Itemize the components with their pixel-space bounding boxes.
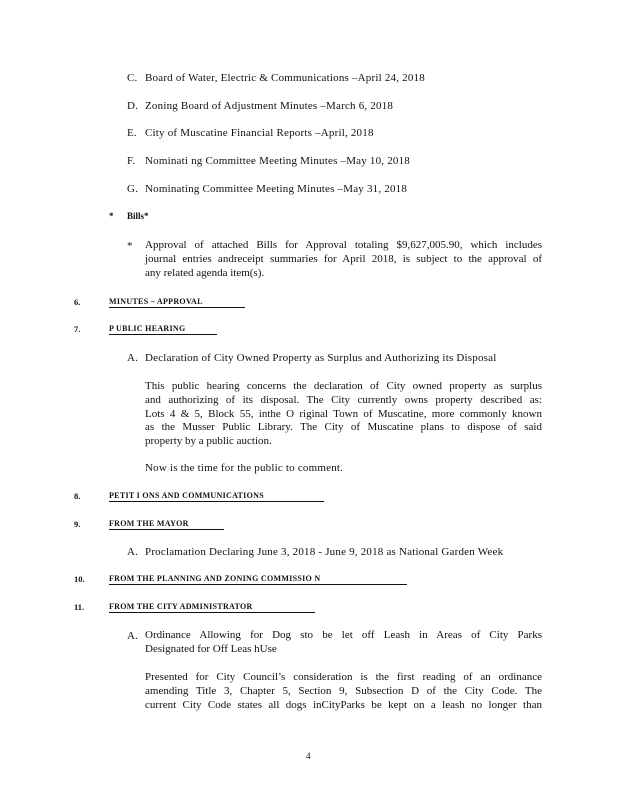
consent-item-f: Nominati ng Committee Meeting Minutes –May 10, 2018 [145,155,411,167]
ordinance-line: Presented for City Council’s consideration is the first reading of an ordinance [145,671,542,683]
item-letter-a: A. [127,352,139,364]
bills-line: any related agenda item(s). [145,266,265,279]
consent-item-c: Board of Water, Electric & Communications –April 24, 2018 [145,72,425,84]
bills-line: Approval of attached Bills for Approval totaling $9,627,005.90, which includes [145,239,542,251]
consent-item-e: City of Muscatine Financial Reports –April, 2018 [145,127,374,139]
ordinance-title-line: Ordinance Allowing for Dog sto be let off Leash in Areas of City Parks [145,629,542,641]
section-heading-public-hearing: P UBLIC HEARING [109,324,217,335]
section-number: 10. [74,574,85,584]
hearing-line: and authorizing of its disposal. The City currently owns property described as: [145,393,542,406]
section-number: 7. [74,324,81,334]
item-letter-a: A. [127,546,139,558]
item-letter-f: F. [127,155,136,167]
item-letter-d: D. [127,100,139,112]
bills-paragraph [145,239,542,280]
page-number: 4 [306,751,311,761]
bills-heading: Bills* [127,211,149,221]
consent-item-g: Nominating Committee Meeting Minutes –May 31, 2018 [145,183,408,195]
ordinance-title-line: Designated for Off Leas hUse [145,642,277,655]
hearing-item-title: Declaration of City Owned Property as Surplus and Authorizing its Disposal [145,352,497,364]
section-number: 9. [74,519,81,529]
bills-bullet: * [127,240,133,252]
section-heading-mayor: FROM THE MAYOR [109,519,224,530]
section-heading-petitions: PETIT I ONS AND COMMUNICATIONS [109,491,324,502]
ordinance-line: current City Code states all dogs inCityParks be kept on a leash no longer than [145,698,542,711]
hearing-paragraph [145,380,542,449]
bills-line: journal entries andreceipt summaries for April 2018, is subject to the approval of [145,252,542,265]
item-letter-c: C. [127,72,138,84]
mayor-proclamation: Proclamation Declaring June 3, 2018 - June 9, 2018 as National Garden Week [145,546,504,558]
ordinance-title [145,629,542,657]
hearing-line: Lots 4 & 5, Block 55, inthe O riginal Town of Muscatine, more commonly known [145,407,542,420]
hearing-comment: Now is the time for the public to comment. [145,462,344,474]
hearing-line: This public hearing concerns the declaration of City owned property as surplus [145,380,542,392]
hearing-line: property by a public auction. [145,435,272,448]
ordinance-line: amending Title 3, Chapter 5, Section 9, Subsection D of the City Code. The [145,684,542,697]
item-letter-e: E. [127,127,137,139]
item-letter-a: A. [127,630,139,642]
item-letter-g: G. [127,183,139,195]
section-number: 11. [74,602,85,612]
section-heading-planning-zoning: FROM THE PLANNING AND ZONING COMMISSIO N [109,574,407,585]
section-heading-minutes: MINUTES – APPROVAL [109,297,245,308]
section-heading-city-administrator: FROM THE CITY ADMINISTRATOR [109,602,315,613]
ordinance-paragraph [145,671,542,712]
consent-item-d: Zoning Board of Adjustment Minutes –March 6, 2018 [145,100,394,112]
hearing-line: as the Musser Public Library. The City of Muscatine plans to dispose of said [145,421,542,434]
section-number: 6. [74,297,81,307]
bills-marker: * [109,211,114,221]
section-number: 8. [74,491,81,501]
